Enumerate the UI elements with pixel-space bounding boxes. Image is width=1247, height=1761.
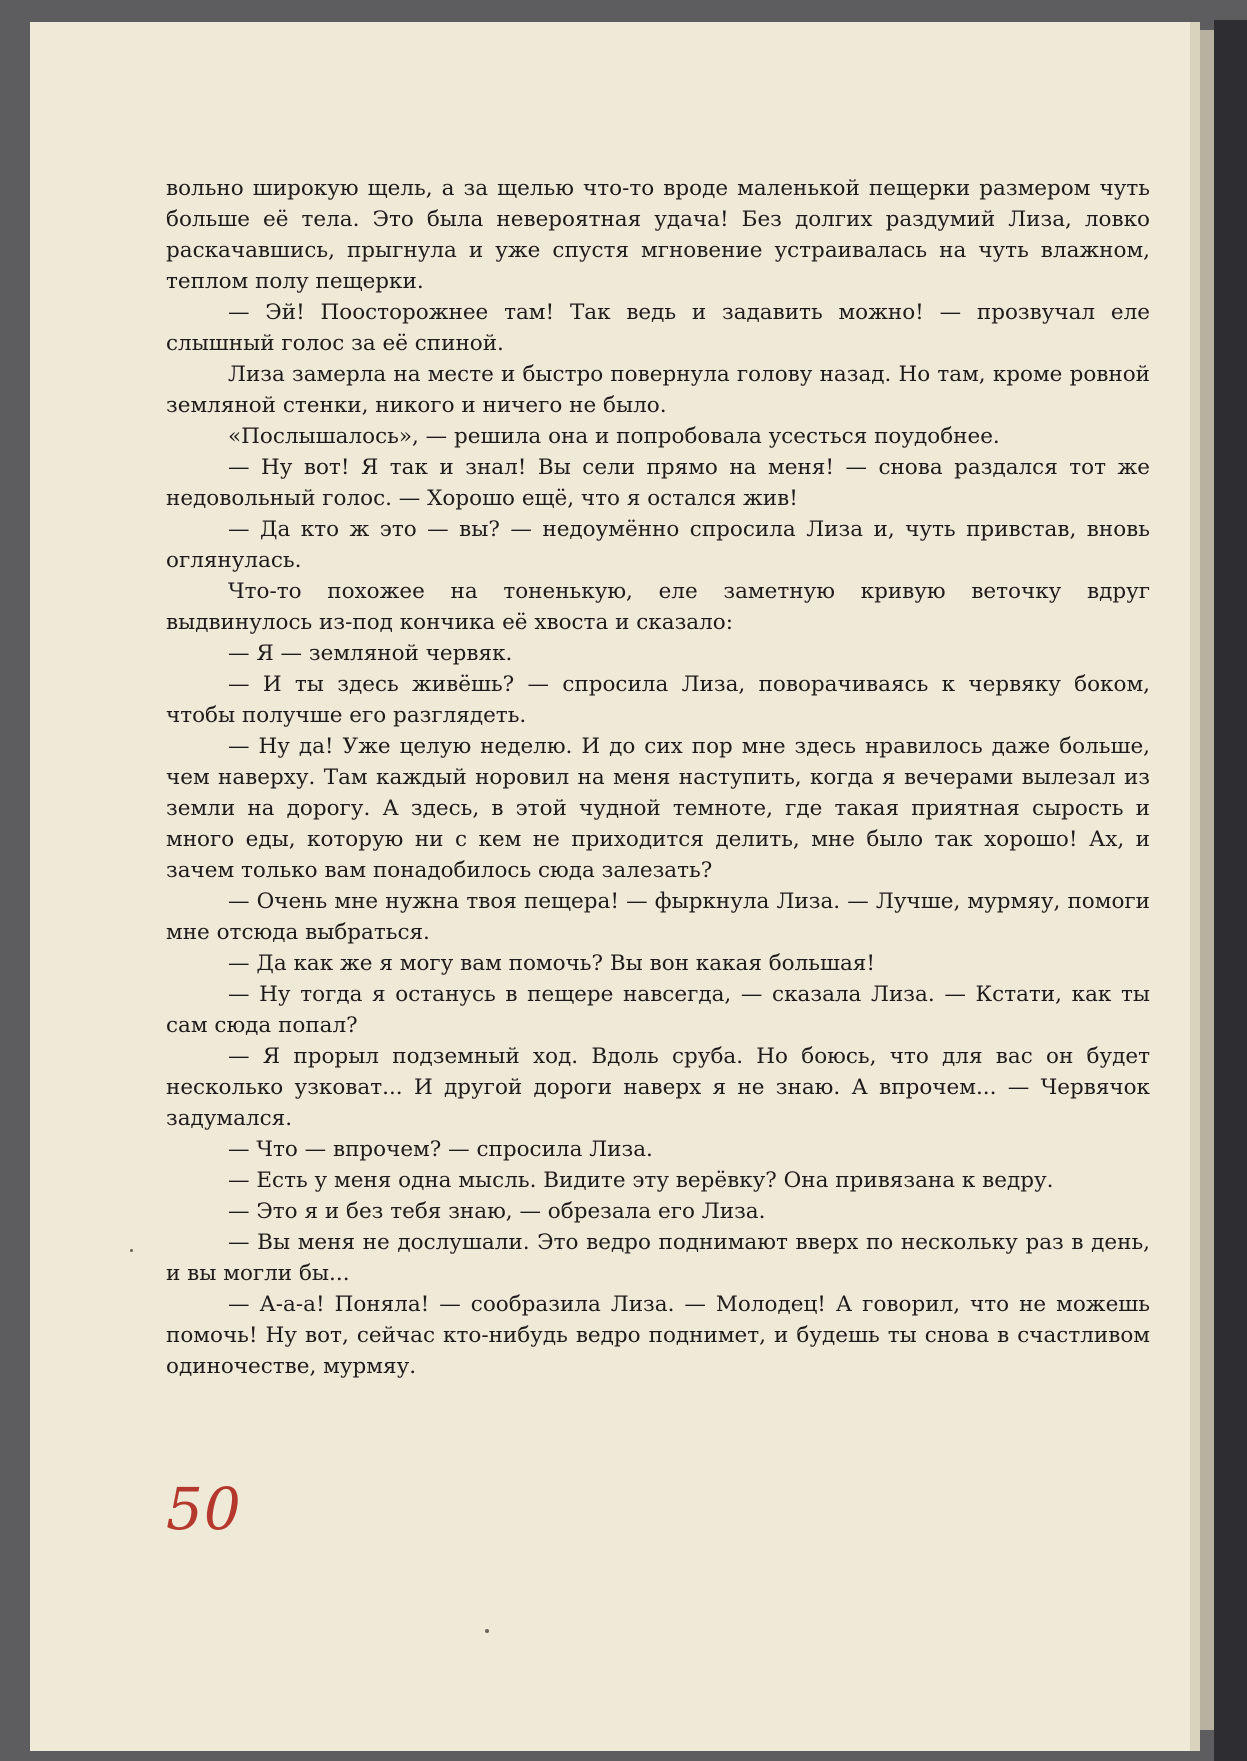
paragraph: — Да как же я могу вам помочь? Вы вон какая большая! [228,951,875,976]
body-text [166,173,1150,1382]
paragraph: — Что — впрочем? — спросила Лиза. [228,1137,653,1162]
page-edge [1200,30,1214,1730]
paragraph: — Ну тогда я останусь в пещере навсегда, — сказала Лиза. — Кстати, как ты сам сюда попал? [166,982,1150,1038]
spine-strip [1214,20,1247,1761]
paragraph: — Ну да! Уже целую неделю. И до сих пор мне здесь нравилось даже больше, чем наверху. Там каждый норовил на меня наступить, когда я вечерами вылезал из земли на дорогу. А здесь, в этой чудной темноте, где такая приятная сырость и много еды, которую ни с кем не приходится делить, мне было так хорошо! Ах, и зачем только вам понадобилось сюда залезать? [166,734,1150,883]
paragraph: — Да кто ж это — вы? — недоумённо спросила Лиза и, чуть привстав, вновь оглянулась. [166,517,1150,573]
paper-speck [130,1249,133,1252]
paragraph: — Вы меня не дослушали. Это ведро поднимают вверх по нескольку раз в день, и вы могли бы... [166,1230,1150,1286]
page-number: 50 [166,1475,242,1543]
paragraph: — Я — земляной червяк. [228,641,513,666]
paragraph: — Я прорыл подземный ход. Вдоль сруба. Но боюсь, что для вас он будет несколько узковат... И другой дороги наверх я не знаю. А впрочем... — Червячок задумался. [166,1044,1150,1131]
paragraph: Лиза замерла на месте и быстро повернула голову назад. Но там, кроме ровной земляной стенки, никого и ничего не было. [166,362,1150,418]
paper-speck [485,1629,489,1633]
paragraph: — Это я и без тебя знаю, — обрезала его Лиза. [228,1199,766,1224]
paragraph: — Очень мне нужна твоя пещера! — фыркнула Лиза. — Лучше, мурмяу, помоги мне отсюда выбраться. [166,889,1150,945]
paragraph: — А-а-а! Поняла! — сообразила Лиза. — Молодец! А говорил, что не можешь помочь! Ну вот, сейчас кто-нибудь ведро поднимет, и будешь ты снова в счастливом одиночестве, мурмяу. [166,1292,1150,1379]
paragraph: Что-то похожее на тоненькую, еле заметную кривую веточку вдруг выдвинулось из-под кончика её хвоста и сказало: [166,579,1150,635]
paragraph: — Эй! Поосторожнее там! Так ведь и задавить можно! — прозвучал еле слышный голос за её спиной. [166,300,1150,356]
paragraph: вольно широкую щель, а за щелью что-то вроде маленькой пещерки размером чуть больше её тела. Это была невероятная удача! Без долгих раздумий Лиза, ловко раскачавшись, прыгнула и уже спустя мгновение устраивалась на чуть влажном, теплом полу пещерки. [166,176,1150,294]
paragraph: — И ты здесь живёшь? — спросила Лиза, поворачиваясь к червяку боком, чтобы получше его разглядеть. [166,672,1150,728]
paragraph: — Есть у меня одна мысль. Видите эту верёвку? Она привязана к ведру. [228,1168,1054,1193]
paragraph: «Послышалось», — решила она и попробовала усесться поудобнее. [228,424,1000,449]
paragraph: — Ну вот! Я так и знал! Вы сели прямо на меня! — снова раздался тот же недовольный голос. — Хорошо ещё, что я остался жив! [166,455,1150,511]
